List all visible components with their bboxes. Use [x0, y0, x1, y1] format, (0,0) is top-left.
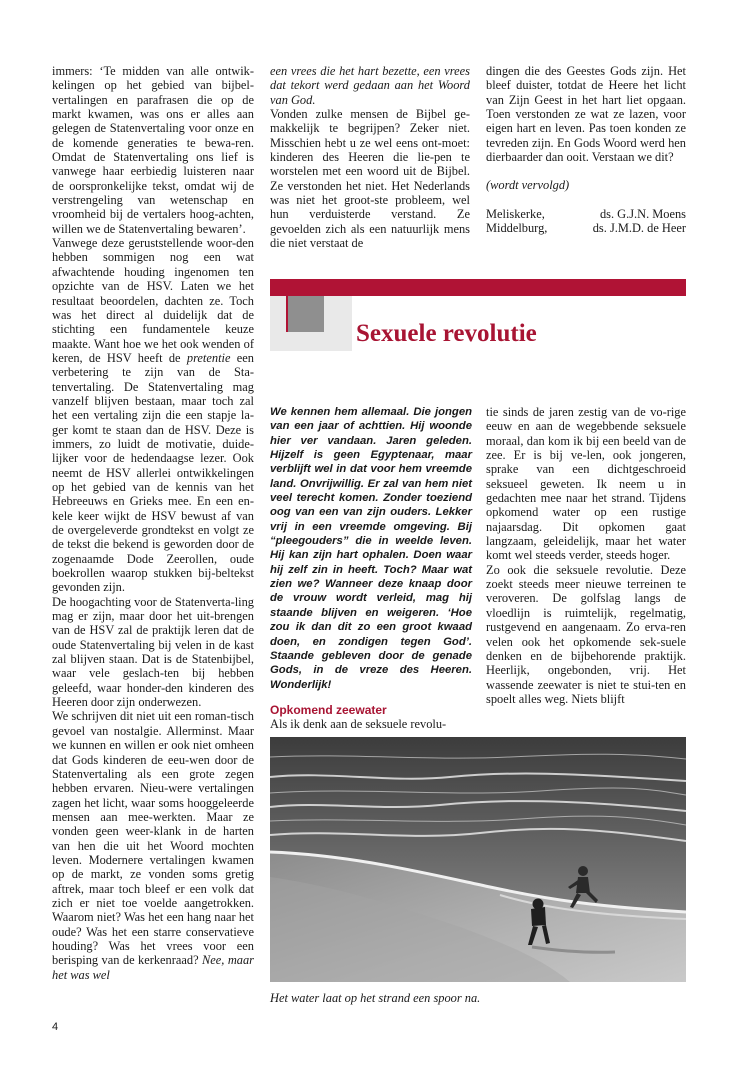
article-column-5	[486, 405, 686, 706]
signature-place: Meliskerke,	[486, 206, 545, 221]
emphasis: Nee, maar het was wel	[52, 953, 254, 982]
article-column-3	[486, 64, 686, 235]
section-banner	[270, 279, 686, 369]
paragraph: We schrijven dit niet uit een roman-tisch gevoel van nostalgie. Allerminst. Maar we kunnen en willen er ook niet omheen dat Gods kinderen de eeu-wen door de Statenvertaling als een grote zegen hebben ervaren. Nieu-were vertalingen zagen het licht, waar soms hooggeleerde mensen aan mee-werkten. Maar ze vonden geen weer-klank in de harten van hen die uit het Woord mochten leven. Modernere vertalingen kwamen op de markt, ze vonden soms gretig aftrek, maar toch bleef er een volk dat zich er niet toe voelde aangetrokken. Waarom niet? Was het een hang naar het oude? Was het een starre conservatieve houding? Was het vrees voor een berisping van de kerkenraad? Nee, maar het was wel	[52, 709, 254, 982]
signature-line	[486, 207, 686, 221]
continued-note: (wordt vervolgd)	[486, 178, 570, 193]
article-column-4	[270, 405, 472, 732]
section-title: Sexuele revolutie	[356, 320, 537, 347]
subheading: Opkomend zeewater	[270, 702, 387, 717]
banner-bar	[270, 279, 686, 296]
paragraph: Als ik denk aan de seksuele revolu-	[270, 717, 447, 732]
paragraph: tie sinds de jaren zestig van de vo-rige eeuw en aan de wegebbende seksuele moraal, dan kom ik bij een beeld van de zee. Er is bij ve-len, ook jongeren, sprake van een dichtgeschroeid seksueel geweten. Ik neem u in gedachten mee naar het strand. Tijdens opkomend water op een rustige najaarsdag. Dit opkomen gaat langzaam, geleidelijk, maar het water komt wel steeds verder, steeds hoger.	[486, 405, 686, 563]
paragraph: Vonden zulke mensen de Bijbel ge-makkelijk te begrijpen? Zeker niet. Misschien hebt u ze wel eens ont-moet: kinderen des Heeren die lie-pen te worstelen met een woord uit de Bijbel. Ze verstonden het niet. Het Nederlands was niet het groot-ste probleem, wel hun verduisterde verstand. Ze gevoelden zich als een natuurlijk mens die niet verstaat de	[270, 107, 470, 251]
paragraph: Zo ook die seksuele revolutie. Deze zoekt steeds meer nieuwe terreinen te veroveren. De golfslag langs de vloedlijn is ruimtelijk, regelmatig, rustgevend en aangenaam. Zo erva-ren velen ook het opkomende sek-suele denken en de bijbehorende praktijk. Heerlijk, ongebonden, vrij. Het wassende zeewater is niet te stui-ten en spoelt alles weg. Niets blijft	[486, 562, 686, 706]
paragraph: dingen die des Geestes Gods zijn. Het bleef duister, totdat de Heere het licht van Zijn Geest in het hart liet opgaan. Toen verstonden ze wat ze lazen, voor eigen hart en leven. Pas toen konden ze tevreden zijn. En Gods Woord werd hen dierbaarder dan ooit. Verstaan we dit?	[486, 64, 686, 165]
banner-square-gray	[288, 296, 324, 332]
paragraph: De hoogachting voor de Statenverta-ling mag er zijn, maar door het uit-brengen van de HSV zal de praktijk leren dat de oude Statenvertaling bij velen in de kast zal blijven staan. Dat is de Statenbijbel, waar vele geslach-ten bij hebben geleefd, waar honder-den kinderen des Heeren door zijn onderwezen.	[52, 594, 254, 710]
beach-photo	[270, 737, 686, 982]
paragraph: immers: ‘Te midden van alle ontwik-kelingen op het gebied van bijbel-vertalingen en parafrasen die op de markt kwamen, was ons er alles aan gelegen de Statenvertaling voor onze en de komende generaties te bewa-ren. Omdat de Statenvertaling ons lief is vanwege haar eerbiedig luisteren naar de oorspronkelijke tekst, omdat wij de verstrengeling van wetenschap en vroomheid bij de vertalers hoog-achten, willen we de Statenvertaling bewaren’.	[52, 64, 254, 236]
beach-photo-image	[270, 737, 686, 982]
article-column-1	[52, 64, 254, 982]
emphasis: pretentie	[186, 350, 231, 365]
page-number: 4	[52, 1021, 59, 1033]
paragraph: een vrees die het hart bezette, een vrees dat tekort werd gedaan aan het Woord van God.	[270, 64, 470, 107]
signature-line	[486, 221, 686, 235]
paragraph: Vanwege deze geruststellende woor-den hebben sommigen nog een wat afwachtende houding ingenomen ten opzichte van de HSV. Laten we het resultaat beoordelen, dachten ze. Toch was het direct al duidelijk dat de stichting een fundamentele keuze maakte. Want hoe we het ook wenden of keren, de HSV heeft de pretentie een verbetering te zijn van de Sta-tenvertaling. De Statenvertaling mag vanzelf blijven bestaan, maar toch zal het een vertaling zijn die een stapje la-ger komt te staan dan de HSV. Deze is immers, zo luidt de motivatie, duide-lijker voor de hedendaagse lezer. Ook neemt de HSV allerlei ontwikkelingen op het gebied van de kennis van het Hebreeuws en Grieks mee. En een en-kele keer wijkt de HSV bewust af van de overgeleverde grondtekst en volgt ze de tekst die bekend is geworden door de zogenaamde Dode Zeerollen, oude boekrollen waarop stukken bij-beltekst gevonden zijn.	[52, 236, 254, 595]
signature-name: ds. G.J.N. Moens	[599, 206, 686, 221]
signature-place: Middelburg,	[486, 221, 548, 236]
lead-paragraph: We kennen hem allemaal. Die jongen van een jaar of achttien. Hij woonde hier ver vandaan. Jaren geleden. Hijzelf is geen Egyptenaar, maar verblijft wel in dat voor hem vreemde land. Onvrijwillig. Er zal van hem niet veel terecht komen. Zonder toeziend oog van een van zijn ouders. Lekker vrij in een vreemde omgeving. Bij “pleegouders” die in weelde leven. Hij kan zijn hart ophalen. Doen waar hij zelf zin in heeft. Toch? Maar wat zien we? Wanneer deze knaap door de vrouw wordt verleid, mag hij staande blijven en weigeren. ‘Hoe zou ik dan dit zo een groot kwaad doen, en zondigen tegen God’. Staande gebleven door de genade Gods, in de vreze des Heeren. Wonderlijk!	[270, 406, 472, 691]
photo-caption: Het water laat op het strand een spoor na.	[270, 991, 481, 1005]
signature-name: ds. J.M.D. de Heer	[592, 221, 686, 236]
article-column-2	[270, 64, 470, 250]
